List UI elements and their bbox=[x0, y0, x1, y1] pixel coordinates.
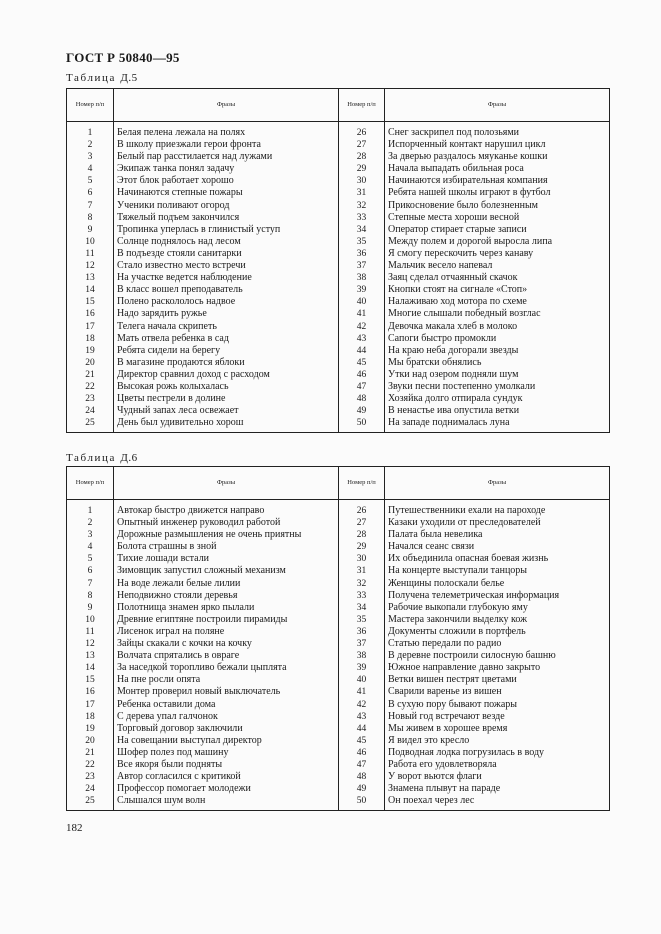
table-row bbox=[67, 369, 610, 381]
phrase-left: В класс вошел преподаватель bbox=[114, 284, 339, 296]
row-number-right: 31 bbox=[339, 187, 385, 199]
phrase-right: Кнопки стоят на сигнале «Стоп» bbox=[385, 284, 610, 296]
table-row bbox=[67, 626, 610, 638]
row-number-left: 1 bbox=[67, 122, 114, 140]
row-number-left: 2 bbox=[67, 517, 114, 529]
phrase-right: Ребята нашей школы играют в футбол bbox=[385, 187, 610, 199]
table-row bbox=[67, 357, 610, 369]
phrase-right: Налаживаю ход мотора по схеме bbox=[385, 296, 610, 308]
phrase-left: Этот блок работает хорошо bbox=[114, 175, 339, 187]
phrase-right: Документы сложили в портфель bbox=[385, 626, 610, 638]
phrase-right: Многие слышали победный возглас bbox=[385, 308, 610, 320]
phrase-right: За дверью раздалось мяуканье кошки bbox=[385, 151, 610, 163]
row-number-right: 39 bbox=[339, 662, 385, 674]
row-number-left: 11 bbox=[67, 626, 114, 638]
phrase-left: Высокая рожь колыхалась bbox=[114, 381, 339, 393]
row-number-left: 19 bbox=[67, 345, 114, 357]
phrase-left: Профессор помогает молодежи bbox=[114, 783, 339, 795]
phrase-left: Дорожные размышления не очень приятны bbox=[114, 529, 339, 541]
row-number-right: 38 bbox=[339, 272, 385, 284]
row-number-right: 50 bbox=[339, 417, 385, 433]
phrase-left: Торговый договор заключили bbox=[114, 723, 339, 735]
row-number-right: 38 bbox=[339, 650, 385, 662]
row-number-right: 31 bbox=[339, 565, 385, 577]
table-row bbox=[67, 333, 610, 345]
phrase-left: Начинаются степные пожары bbox=[114, 187, 339, 199]
table-row bbox=[67, 638, 610, 650]
phrase-right: Мы живем в хорошее время bbox=[385, 723, 610, 735]
phrase-right: Женщины полоскали белье bbox=[385, 578, 610, 590]
row-number-left: 24 bbox=[67, 405, 114, 417]
row-number-left: 5 bbox=[67, 553, 114, 565]
header-number: Номер п/п bbox=[67, 467, 114, 500]
row-number-right: 41 bbox=[339, 308, 385, 320]
phrase-left: Надо зарядить ружье bbox=[114, 308, 339, 320]
table-row bbox=[67, 139, 610, 151]
caption-number: Д.6 bbox=[120, 452, 138, 464]
table-header-row bbox=[67, 467, 610, 500]
phrase-right: Утки над озером подняли шум bbox=[385, 369, 610, 381]
table-row bbox=[67, 405, 610, 417]
phrase-right: В сухую пору бывают пожары bbox=[385, 699, 610, 711]
phrase-right: Звуки песни постепенно умолкали bbox=[385, 381, 610, 393]
table-row bbox=[67, 565, 610, 577]
table-row bbox=[67, 602, 610, 614]
phrase-left: Солнце поднялось над лесом bbox=[114, 236, 339, 248]
row-number-right: 47 bbox=[339, 381, 385, 393]
row-number-right: 33 bbox=[339, 212, 385, 224]
phrase-left: Монтер проверил новый выключатель bbox=[114, 686, 339, 698]
phrase-right: Сварили варенье из вишен bbox=[385, 686, 610, 698]
phrase-left: Мать отвела ребенка в сад bbox=[114, 333, 339, 345]
row-number-left: 4 bbox=[67, 163, 114, 175]
row-number-left: 25 bbox=[67, 417, 114, 433]
table-row bbox=[67, 260, 610, 272]
header-number: Номер п/п bbox=[339, 467, 385, 500]
row-number-right: 30 bbox=[339, 553, 385, 565]
phrase-right: Начала выпадать обильная роса bbox=[385, 163, 610, 175]
table-row bbox=[67, 393, 610, 405]
row-number-right: 47 bbox=[339, 759, 385, 771]
table-row bbox=[67, 284, 610, 296]
phrase-left: На участке ведется наблюдение bbox=[114, 272, 339, 284]
phrase-right: Мы братски обнялись bbox=[385, 357, 610, 369]
row-number-right: 29 bbox=[339, 541, 385, 553]
table-row bbox=[67, 759, 610, 771]
row-number-right: 35 bbox=[339, 236, 385, 248]
phrase-right: У ворот вьются флаги bbox=[385, 771, 610, 783]
table-row bbox=[67, 151, 610, 163]
row-number-left: 20 bbox=[67, 735, 114, 747]
phrase-left: Директор сравнил доход с расходом bbox=[114, 369, 339, 381]
row-number-left: 11 bbox=[67, 248, 114, 260]
row-number-left: 6 bbox=[67, 187, 114, 199]
row-number-right: 26 bbox=[339, 122, 385, 140]
table-row bbox=[67, 553, 610, 565]
phrase-right: Он поехал через лес bbox=[385, 795, 610, 811]
header-phrase: Фразы bbox=[114, 467, 339, 500]
row-number-left: 18 bbox=[67, 711, 114, 723]
phrase-right: В ненастье ива опустила ветки bbox=[385, 405, 610, 417]
table-d6 bbox=[66, 466, 610, 811]
row-number-left: 10 bbox=[67, 614, 114, 626]
phrase-left: Слышался шум волн bbox=[114, 795, 339, 811]
row-number-right: 29 bbox=[339, 163, 385, 175]
document-header: ГОСТ Р 50840—95 bbox=[66, 50, 180, 65]
row-number-left: 22 bbox=[67, 381, 114, 393]
row-number-left: 15 bbox=[67, 296, 114, 308]
table-row bbox=[67, 272, 610, 284]
table-row bbox=[67, 529, 610, 541]
phrase-right: В деревне построили силосную башню bbox=[385, 650, 610, 662]
row-number-left: 18 bbox=[67, 333, 114, 345]
phrase-left: Цветы пестрели в долине bbox=[114, 393, 339, 405]
row-number-left: 14 bbox=[67, 662, 114, 674]
phrase-right: Новый год встречают везде bbox=[385, 711, 610, 723]
row-number-left: 9 bbox=[67, 602, 114, 614]
table-row bbox=[67, 248, 610, 260]
row-number-left: 20 bbox=[67, 357, 114, 369]
table-row bbox=[67, 699, 610, 711]
row-number-left: 12 bbox=[67, 260, 114, 272]
row-number-left: 19 bbox=[67, 723, 114, 735]
table-row bbox=[67, 296, 610, 308]
row-number-left: 3 bbox=[67, 151, 114, 163]
row-number-right: 34 bbox=[339, 224, 385, 236]
row-number-right: 35 bbox=[339, 614, 385, 626]
phrase-left: Телега начала скрипеть bbox=[114, 321, 339, 333]
phrase-left: Неподвижно стояли деревья bbox=[114, 590, 339, 602]
row-number-left: 16 bbox=[67, 686, 114, 698]
table-row bbox=[67, 590, 610, 602]
phrase-right: На краю неба догорали звезды bbox=[385, 345, 610, 357]
table-row bbox=[67, 308, 610, 320]
phrase-left: В магазине продаются яблоки bbox=[114, 357, 339, 369]
phrase-left: Экипаж танка понял задачу bbox=[114, 163, 339, 175]
row-number-right: 40 bbox=[339, 296, 385, 308]
table-row bbox=[67, 236, 610, 248]
table-d5-caption bbox=[66, 72, 138, 84]
row-number-left: 17 bbox=[67, 321, 114, 333]
phrase-left: С дерева упал галчонок bbox=[114, 711, 339, 723]
row-number-left: 6 bbox=[67, 565, 114, 577]
row-number-right: 42 bbox=[339, 321, 385, 333]
phrase-right: Оператор стирает старые записи bbox=[385, 224, 610, 236]
header-number: Номер п/п bbox=[339, 89, 385, 122]
table-row bbox=[67, 735, 610, 747]
phrase-left: День был удивительно хорош bbox=[114, 417, 339, 433]
table-row bbox=[67, 795, 610, 811]
phrase-left: За наседкой торопливо бежали цыплята bbox=[114, 662, 339, 674]
header-phrase: Фразы bbox=[385, 89, 610, 122]
phrase-right: Знамена плывут на параде bbox=[385, 783, 610, 795]
row-number-right: 44 bbox=[339, 723, 385, 735]
row-number-left: 10 bbox=[67, 236, 114, 248]
table-row bbox=[67, 711, 610, 723]
table-row bbox=[67, 783, 610, 795]
phrase-left: Лисенок играл на поляне bbox=[114, 626, 339, 638]
row-number-left: 7 bbox=[67, 578, 114, 590]
caption-word: Таблица bbox=[66, 72, 116, 84]
table-d6-caption bbox=[66, 452, 138, 464]
table-d5 bbox=[66, 88, 610, 433]
table-row bbox=[67, 187, 610, 199]
row-number-right: 42 bbox=[339, 699, 385, 711]
row-number-left: 24 bbox=[67, 783, 114, 795]
phrase-right: Испорченный контакт нарушил цикл bbox=[385, 139, 610, 151]
row-number-left: 12 bbox=[67, 638, 114, 650]
phrase-left: Белая пелена лежала на полях bbox=[114, 122, 339, 140]
phrase-left: На совещании выступал директор bbox=[114, 735, 339, 747]
row-number-right: 45 bbox=[339, 357, 385, 369]
phrase-right: Начался сеанс связи bbox=[385, 541, 610, 553]
table-row bbox=[67, 517, 610, 529]
phrase-right: Снег заскрипел под полозьями bbox=[385, 122, 610, 140]
phrase-left: Опытный инженер руководил работой bbox=[114, 517, 339, 529]
phrase-right: Палата была невелика bbox=[385, 529, 610, 541]
phrase-left: Стало известно место встречи bbox=[114, 260, 339, 272]
phrase-right: Хозяйка долго отпирала сундук bbox=[385, 393, 610, 405]
table-row bbox=[67, 224, 610, 236]
page-number: 182 bbox=[66, 822, 83, 834]
row-number-right: 45 bbox=[339, 735, 385, 747]
row-number-left: 23 bbox=[67, 393, 114, 405]
row-number-right: 28 bbox=[339, 151, 385, 163]
row-number-right: 32 bbox=[339, 578, 385, 590]
row-number-right: 49 bbox=[339, 405, 385, 417]
row-number-right: 37 bbox=[339, 638, 385, 650]
table-row bbox=[67, 541, 610, 553]
row-number-right: 27 bbox=[339, 517, 385, 529]
phrase-left: Ученики поливают огород bbox=[114, 200, 339, 212]
table-row bbox=[67, 345, 610, 357]
row-number-right: 48 bbox=[339, 393, 385, 405]
table-row bbox=[67, 122, 610, 140]
phrase-right: Подводная лодка погрузилась в воду bbox=[385, 747, 610, 759]
phrase-left: В подъезде стояли санитарки bbox=[114, 248, 339, 260]
row-number-left: 15 bbox=[67, 674, 114, 686]
row-number-right: 49 bbox=[339, 783, 385, 795]
row-number-right: 48 bbox=[339, 771, 385, 783]
phrase-right: Статью передали по радио bbox=[385, 638, 610, 650]
phrase-left: На пне росли опята bbox=[114, 674, 339, 686]
row-number-right: 37 bbox=[339, 260, 385, 272]
table-row bbox=[67, 771, 610, 783]
phrase-left: Шофер полез под машину bbox=[114, 747, 339, 759]
row-number-right: 36 bbox=[339, 248, 385, 260]
phrase-left: Полотнища знамен ярко пылали bbox=[114, 602, 339, 614]
row-number-left: 16 bbox=[67, 308, 114, 320]
phrase-left: Волчата спрятались в овраге bbox=[114, 650, 339, 662]
row-number-left: 21 bbox=[67, 747, 114, 759]
phrase-right: Между полем и дорогой выросла липа bbox=[385, 236, 610, 248]
phrase-right: Прикосновение было болезненным bbox=[385, 200, 610, 212]
phrase-right: Южное направление давно закрыто bbox=[385, 662, 610, 674]
row-number-right: 43 bbox=[339, 711, 385, 723]
phrase-right: На западе поднималась луна bbox=[385, 417, 610, 433]
table-row bbox=[67, 723, 610, 735]
table-row bbox=[67, 650, 610, 662]
row-number-right: 30 bbox=[339, 175, 385, 187]
phrase-left: Белый пар расстилается над лужами bbox=[114, 151, 339, 163]
row-number-left: 5 bbox=[67, 175, 114, 187]
row-number-left: 2 bbox=[67, 139, 114, 151]
table-header-row bbox=[67, 89, 610, 122]
phrase-left: Автокар быстро движется направо bbox=[114, 500, 339, 518]
phrase-right: Заяц сделал отчаянный скачок bbox=[385, 272, 610, 284]
phrase-left: Автор согласился с критикой bbox=[114, 771, 339, 783]
row-number-right: 28 bbox=[339, 529, 385, 541]
phrase-left: Тропинка уперлась в глинистый уступ bbox=[114, 224, 339, 236]
table-row bbox=[67, 686, 610, 698]
header-number: Номер п/п bbox=[67, 89, 114, 122]
phrase-right: Работа его удовлетворяла bbox=[385, 759, 610, 771]
phrase-right: Девочка макала хлеб в молоко bbox=[385, 321, 610, 333]
phrase-right: Получена телеметрическая информация bbox=[385, 590, 610, 602]
row-number-right: 32 bbox=[339, 200, 385, 212]
phrase-left: В школу приезжали герои фронта bbox=[114, 139, 339, 151]
table-row bbox=[67, 674, 610, 686]
row-number-right: 41 bbox=[339, 686, 385, 698]
phrase-right: Казаки уходили от преследователей bbox=[385, 517, 610, 529]
row-number-left: 23 bbox=[67, 771, 114, 783]
table-row bbox=[67, 747, 610, 759]
table-row bbox=[67, 163, 610, 175]
row-number-left: 14 bbox=[67, 284, 114, 296]
phrase-right: Рабочие выкопали глубокую яму bbox=[385, 602, 610, 614]
table-row bbox=[67, 614, 610, 626]
phrase-right: Путешественники ехали на пароходе bbox=[385, 500, 610, 518]
row-number-right: 34 bbox=[339, 602, 385, 614]
phrase-left: Ребенка оставили дома bbox=[114, 699, 339, 711]
table-row bbox=[67, 200, 610, 212]
row-number-left: 8 bbox=[67, 590, 114, 602]
row-number-right: 50 bbox=[339, 795, 385, 811]
row-number-right: 36 bbox=[339, 626, 385, 638]
phrase-right: Ветки вишен пестрят цветами bbox=[385, 674, 610, 686]
row-number-right: 27 bbox=[339, 139, 385, 151]
phrase-right: Мальчик весело напевал bbox=[385, 260, 610, 272]
row-number-left: 7 bbox=[67, 200, 114, 212]
row-number-right: 33 bbox=[339, 590, 385, 602]
phrase-right: Мастера закончили выделку кож bbox=[385, 614, 610, 626]
header-phrase: Фразы bbox=[114, 89, 339, 122]
phrase-left: Болота страшны в зной bbox=[114, 541, 339, 553]
table-row bbox=[67, 321, 610, 333]
table-row bbox=[67, 417, 610, 433]
phrase-right: Начинаются избирательная компания bbox=[385, 175, 610, 187]
table-row bbox=[67, 175, 610, 187]
row-number-left: 13 bbox=[67, 650, 114, 662]
phrase-right: На концерте выступали танцоры bbox=[385, 565, 610, 577]
row-number-right: 46 bbox=[339, 747, 385, 759]
phrase-left: На воде лежали белые лилии bbox=[114, 578, 339, 590]
row-number-right: 26 bbox=[339, 500, 385, 518]
phrase-left: Чудный запах леса освежает bbox=[114, 405, 339, 417]
table-row bbox=[67, 662, 610, 674]
phrase-right: Я видел это кресло bbox=[385, 735, 610, 747]
row-number-right: 40 bbox=[339, 674, 385, 686]
phrase-left: Зимовщик запустил сложный механизм bbox=[114, 565, 339, 577]
row-number-left: 25 bbox=[67, 795, 114, 811]
phrase-right: Я смогу перескочить через канаву bbox=[385, 248, 610, 260]
row-number-right: 43 bbox=[339, 333, 385, 345]
row-number-right: 39 bbox=[339, 284, 385, 296]
row-number-left: 8 bbox=[67, 212, 114, 224]
row-number-right: 46 bbox=[339, 369, 385, 381]
row-number-left: 21 bbox=[67, 369, 114, 381]
row-number-left: 9 bbox=[67, 224, 114, 236]
phrase-right: Сапоги быстро промокли bbox=[385, 333, 610, 345]
table-row bbox=[67, 212, 610, 224]
row-number-left: 1 bbox=[67, 500, 114, 518]
row-number-left: 3 bbox=[67, 529, 114, 541]
row-number-left: 17 bbox=[67, 699, 114, 711]
phrase-left: Зайцы скакали с кочки на кочку bbox=[114, 638, 339, 650]
phrase-left: Древние египтяне построили пирамиды bbox=[114, 614, 339, 626]
row-number-right: 44 bbox=[339, 345, 385, 357]
row-number-left: 4 bbox=[67, 541, 114, 553]
phrase-left: Полено раскололось надвое bbox=[114, 296, 339, 308]
row-number-left: 13 bbox=[67, 272, 114, 284]
header-phrase: Фразы bbox=[385, 467, 610, 500]
phrase-right: Их объединила опасная боевая жизнь bbox=[385, 553, 610, 565]
caption-number: Д.5 bbox=[120, 72, 138, 84]
table-row bbox=[67, 578, 610, 590]
phrase-left: Тяжелый подъем закончился bbox=[114, 212, 339, 224]
table-row bbox=[67, 500, 610, 518]
caption-word: Таблица bbox=[66, 452, 116, 464]
phrase-left: Тихие лошади встали bbox=[114, 553, 339, 565]
phrase-left: Ребята сидели на берегу bbox=[114, 345, 339, 357]
phrase-right: Степные места хороши весной bbox=[385, 212, 610, 224]
row-number-left: 22 bbox=[67, 759, 114, 771]
table-row bbox=[67, 381, 610, 393]
phrase-left: Все якоря были подняты bbox=[114, 759, 339, 771]
